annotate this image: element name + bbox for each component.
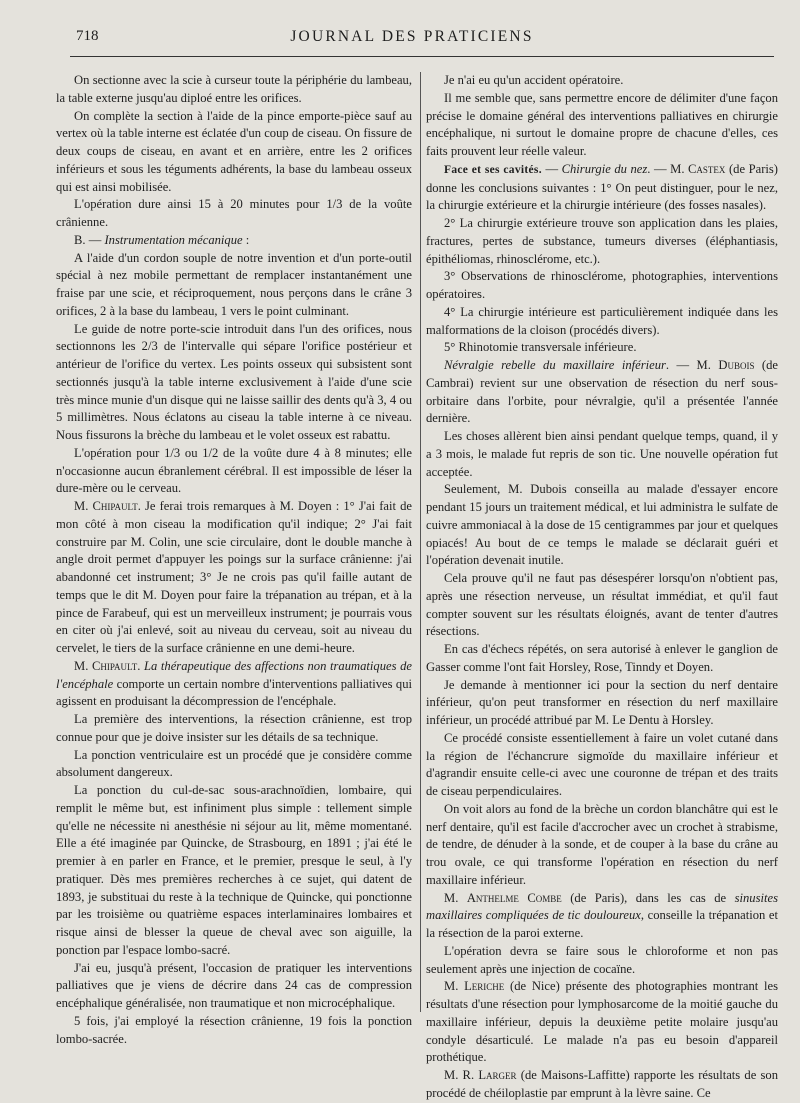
paragraph: Ce procédé consiste essentiellement à faire un volet cutané dans la région de l'échancrure sigmoïde du maxillaire inférieur et d'agrandir ensuite celle-ci avec une couronne de trépan et des traits de ciseau perpendiculaires. <box>426 730 778 798</box>
paragraph: A l'aide d'un cordon souple de notre invention et d'un porte-outil spécial à nez mobile permettant de remplacer instantanément une fraise par une scie, et réciproquement, nous perçons dans le crâne 3 orifices, 2 à la base du lambeau, 1 vers le point culminant. <box>56 250 412 318</box>
paragraph-chipault-remarks: M. Chipault. Je ferai trois remarques à M. Doyen : 1° J'ai fait de mon côté à mon ciseau la modification qu'il indique; 2° J'ai fait construire par M. Colin, une scie circulaire, dont le double manche à angle droit permet d'appuyer les poings sur la surface crânienne: j'ai abandonné cet instrument; 3° Je ne crois pas qu'il faille autant de temps que le dit M. Doyen pour faire la trépanation au trépan, et à la pince de Farabeuf, qui est un merveilleux instrument; je pourrais vous en citer où j'ai enlevé, soit au niveau du cerveau, soit au niveau du cervelet, le tiers de la surface crânienne en une demi-heure. <box>56 499 412 655</box>
speaker-name: M. Chipault <box>74 499 138 513</box>
paragraph-combe: M. Anthelme Combe (de Paris), dans les cas de sinusites maxillaires compliquées de tic douloureux, conseille la trépanation et la résection de la paroi externe. <box>426 890 778 940</box>
journal-title: JOURNAL DES PRATICIENS <box>290 28 534 45</box>
paragraph: La ponction ventriculaire est un procédé que je considère comme absolument dangereux. <box>56 747 412 780</box>
paper-title: La thérapeutique des affections non traumatiques de l'encéphale <box>56 658 412 691</box>
paragraph: Cela prouve qu'il ne faut pas désespérer lorsqu'on n'obtient pas, après une résection nerveuse, un résultat immédiat, et qu'il faut compter souvent sur les résultats éloignés, avant de tenter d'autres résections. <box>426 571 778 639</box>
page-number: 718 <box>76 28 99 44</box>
paragraph: 5 fois, j'ai employé la résection crânienne, 19 fois la ponction lombo-sacrée. <box>56 1013 412 1046</box>
paragraph-chipault-therapy: M. Chipault. La thérapeutique des affections non traumatiques de l'encéphale comporte un certain nombre d'interventions palliatives qui agissent en produisant la décompression de l'encéphale. <box>56 658 412 709</box>
paragraph: 5° Rhinotomie transversale inférieure. <box>444 340 637 355</box>
paragraph: 2° La chirurgie extérieure trouve son application dans les plaies, fractures, pertes de substance, tumeurs diverses (éléphantiasis, épithéliomas, rhinosclérome, etc.). <box>426 216 778 266</box>
paragraph: Je n'ai eu qu'un accident opératoire. <box>444 73 624 87</box>
paragraph: La ponction du cul-de-sac sous-arachnoïdien, lombaire, qui remplit le même but, est infiniment plus simple : tellement simple qu'elle ne nécessite ni anesthésie ni séjour au lit, même momentané. Elle a été imaginée par Quincke, de Strasbourg, en 1891 ; j'ai été le premier à en parler en France, et le premier, presque le seul, à l'y pratiquer. Dès mes premières recherches à ce sujet, qui datent de 1893, je substituai du reste à la technique de Quincke, qui ponctionne par les troisième ou quatrième espaces interlaminaires lombaires et risque ainsi de blesser la queue de cheval avec son aiguille, la ponction par l'espace lombo-sacré. <box>56 783 412 957</box>
speaker-name: Dubois <box>718 358 755 372</box>
speaker-name: Castex <box>688 161 726 176</box>
speaker-name: Larger <box>478 1068 517 1082</box>
left-column <box>56 72 412 1048</box>
paragraph: La première des interventions, la résection crânienne, est trop connue pour que je doive insister sur les détails de sa technique. <box>56 712 412 744</box>
paragraph: On sectionne avec la scie à curseur toute la périphérie du lambeau, la table externe jusqu'au diploé entre les orifices. <box>56 73 412 105</box>
paragraph-dubois: Névralgie rebelle du maxillaire inférieur. — M. Dubois (de Cambrai) revient sur une observation de résection du nerf sous-orbitaire dans l'orbite, pour névralgie, qu'il a présentée l'année dernière. <box>426 358 778 426</box>
paragraph-castex: Face et ses cavités. — Chirurgie du nez. — M. Castex (de Paris) donne les conclusions suivantes : 1° On peut distinguer, pour le nez, la chirurgie extérieure et la chirurgie intérieure (des fosses nasales). <box>426 161 778 213</box>
paragraph: Il me semble que, sans permettre encore de délimiter d'une façon précise le domaine général des interventions palliatives en chirurgie encéphalique, ni surtout le domaine propre de chacune d'elles, ces faits prouvent leur réelle valeur. <box>426 90 778 158</box>
paragraph: 4° La chirurgie intérieure est particulièrement indiquée dans les malformations de la cloison (procédés divers). <box>426 304 778 337</box>
section-heading: Face et ses cavités. <box>444 163 542 176</box>
header-rule <box>70 56 774 57</box>
paragraph: L'opération dure ainsi 15 à 20 minutes pour 1/3 de la voûte crânienne. <box>56 197 412 229</box>
paragraph: On complète la section à l'aide de la pince emporte-pièce sauf au vertex où la table interne est éclatée d'un coup de ciseau. On fissure de deux coups de ciseau, en avant et en arrière, entre les 2 orifices inférieurs et sous les téguments adhérents, la base du lambeau osseux qui est ainsi mobilisée. <box>56 108 412 194</box>
paragraph: L'opération devra se faire sous le chloroforme et non pas seulement après une injection de cocaïne. <box>426 943 778 976</box>
column-divider <box>420 72 421 1012</box>
speaker-name: Leriche <box>464 979 505 994</box>
paragraph: On voit alors au fond de la brèche un cordon blanchâtre qui est le nerf dentaire, qu'il est facile d'accrocher avec un crochet à strabisme, de tendre, de dénuder à la sonde, et de couper à la base du crâne au trou ovale, ce qui transforme l'opération en résection du nerf maxillaire inférieur. <box>426 801 778 887</box>
page-header <box>60 28 764 52</box>
paragraph: L'opération pour 1/3 ou 1/2 de la voûte dure 4 à 8 minutes; elle n'occasionne aucun ébranlement cérébral. Il est impossible de léser la dure-mère ou le cerveau. <box>56 445 412 496</box>
paragraph: J'ai eu, jusqu'à présent, l'occasion de pratiquer les interventions palliatives que je viens de décrire dans 24 cas de compression encéphalique généralisée, non traumatique et non microcéphalique. <box>56 960 412 1010</box>
paragraph: Le guide de notre porte-scie introduit dans l'un des orifices, nous sectionnons les 2/3 de l'intervalle qui sépare l'orifice postérieur et antérieur de l'orifice du vertex. Les points osseux qui subsistent sont sectionnés jusqu'à la table interne exclusivement à l'aide d'une scie très mince munie d'un disque qui ne laisse saillir des dents qu'à 3, 4 ou 5 millimètres. Nous éclatons au ciseau la table interne à ce niveau. Nous fissurons la brèche du lambeau et le volet osseux est rabattu. <box>56 321 412 442</box>
section-heading-b: B. — Instrumentation mécanique : <box>74 232 250 247</box>
right-column <box>426 72 778 1103</box>
paragraph-larger: M. R. Larger (de Maisons-Laffitte) rapporte les résultats de son procédé de chéiloplastie par emprunt à la lèvre saine. Ce <box>426 1068 778 1100</box>
topic-title: Névralgie rebelle du maxillaire inférieur <box>444 358 666 372</box>
paragraph: En cas d'échecs répétés, on sera autorisé à enlever le ganglion de Gasser comme l'ont fait Horsley, Rose, Tinndy et Doyen. <box>426 642 778 674</box>
paragraph-leriche: M. Leriche (de Nice) présente des photographies montrant les résultats d'une résection pour lymphosarcome de la moitié gauche du maxillaire inférieur, depuis la deuxième petite molaire jusqu'au condyle désarticulé. Le malade n'a pas eu besoin d'appareil prothétique. <box>426 979 778 1065</box>
speaker-name: M. Chipault <box>74 658 138 673</box>
paragraph: Je demande à mentionner ici pour la section du nerf dentaire inférieur, qu'on peut transformer en résection du nerf maxillaire inférieur, un procédé attribué par M. Le Dentu à Horsley. <box>426 677 778 727</box>
paragraph: Les choses allèrent bien ainsi pendant quelque temps, quand, il y a 3 mois, le malade fut repris de son tic. Une nouvelle opération fut acceptée. <box>426 429 778 479</box>
paragraph: 3° Observations de rhinosclérome, photographies, interventions opératoires. <box>426 269 778 301</box>
speaker-name: Anthelme Combe <box>466 890 562 905</box>
paragraph: Seulement, M. Dubois conseilla au malade d'essayer encore pendant 15 jours un traitement médical, et lui administra le sulfate de cuivre ammoniacal à la dose de 15 centigrammes par jour et quelques opiacés! Au bout de ce temps le malade se déclarait guéri et l'opération devenait inutile. <box>426 482 778 568</box>
